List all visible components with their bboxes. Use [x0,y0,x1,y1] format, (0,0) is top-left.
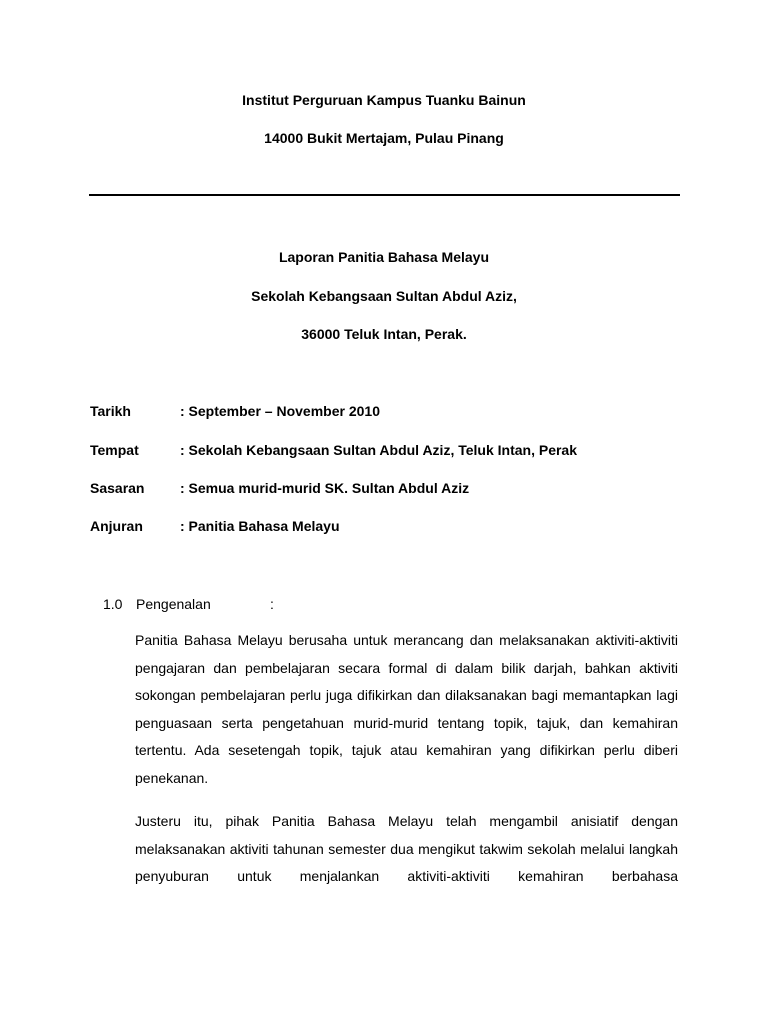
section-number: 1.0 [103,596,123,612]
info-label: Tempat [90,442,139,458]
info-value: : September – November 2010 [180,403,380,419]
paragraph-intro: Panitia Bahasa Melayu berusaha untuk merancang dan melaksanakan aktiviti-aktiviti pengajaran dan pembelajaran secara formal di dalam bilik darjah, bahkan aktiviti sokongan pembelajaran perlu juga difikirkan dan dilaksanakan bagi memantapkan lagi penguasaan serta pengetahuan murid-murid tentang topik, tajuk, dan kemahiran tertentu. Ada sesetengah topik, tajuk atau kemahiran yang difikirkan perlu diberi penekanan. [135,632,678,786]
section-colon: : [270,596,274,612]
report-title: Laporan Panitia Bahasa Melayu [278,249,490,265]
section-title: Pengenalan [136,596,211,612]
report-school: Sekolah Kebangsaan Sultan Abdul Aziz, [251,288,517,304]
info-row-anjuran [90,517,690,535]
info-row-tarikh [90,402,690,420]
info-value: : Sekolah Kebangsaan Sultan Abdul Aziz, Teluk Intan, Perak [180,442,578,458]
info-label: Anjuran [90,518,143,534]
horizontal-divider [89,194,680,196]
report-location: 36000 Teluk Intan, Perak. [301,326,467,342]
institution-address: 14000 Bukit Mertajam, Pulau Pinang [264,130,504,146]
info-row-tempat [90,441,690,459]
info-row-sasaran [90,479,690,497]
info-value: : Semua murid-murid SK. Sultan Abdul Aziz [180,480,470,496]
paragraph-justeru: Justeru itu, pihak Panitia Bahasa Melayu telah mengambil anisiatif dengan melaksanakan aktiviti tahunan semester dua mengikut takwim sekolah melalui langkah penyuburan untuk menjalankan aktiviti-aktiviti kemahiran berbahasa [135,813,678,885]
info-label: Sasaran [90,480,145,496]
info-label: Tarikh [90,403,131,419]
section-heading [103,595,403,613]
institution-name: Institut Perguruan Kampus Tuanku Bainun [242,92,526,108]
info-value: : Panitia Bahasa Melayu [180,518,340,534]
